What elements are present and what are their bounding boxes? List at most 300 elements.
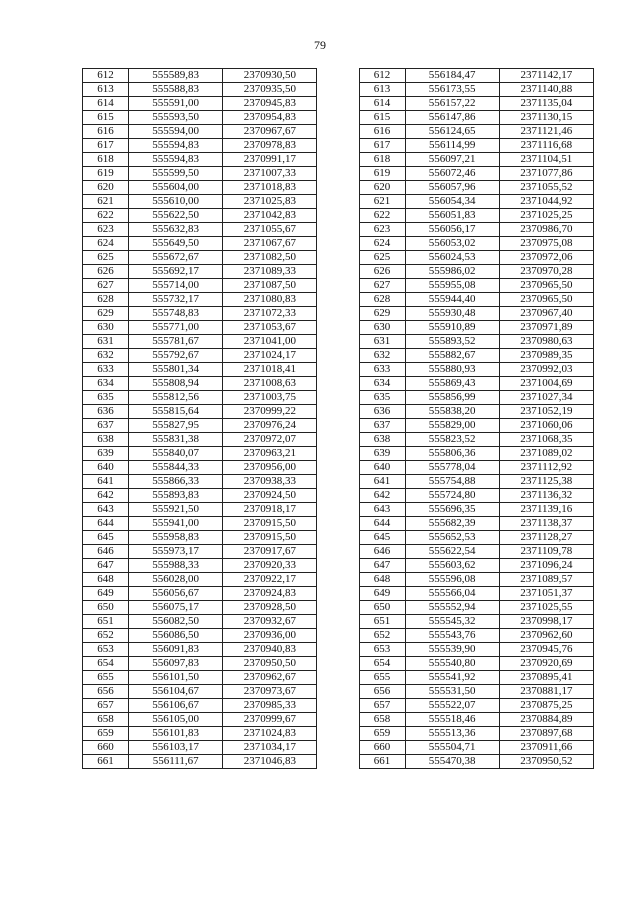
right-point-number-cell: 644 (359, 517, 405, 531)
left-x-coordinate-cell: 555921,50 (129, 503, 223, 517)
left-y-coordinate-cell: 2370917,67 (223, 545, 317, 559)
table-row (83, 461, 594, 475)
left-y-coordinate-cell: 2370978,83 (223, 139, 317, 153)
column-gap (317, 475, 359, 489)
right-y-coordinate-cell: 2370972,06 (499, 251, 593, 265)
right-x-coordinate-cell: 556024,53 (405, 251, 499, 265)
right-x-coordinate-cell: 555880,93 (405, 363, 499, 377)
left-x-coordinate-cell: 555771,00 (129, 321, 223, 335)
right-x-coordinate-cell: 555652,53 (405, 531, 499, 545)
right-y-coordinate-cell: 2370911,66 (499, 741, 593, 755)
right-x-coordinate-cell: 555539,90 (405, 643, 499, 657)
table-row (83, 111, 594, 125)
right-point-number-cell: 618 (359, 153, 405, 167)
left-y-coordinate-cell: 2370950,50 (223, 657, 317, 671)
left-x-coordinate-cell: 555781,67 (129, 335, 223, 349)
table-row (83, 587, 594, 601)
right-point-number-cell: 620 (359, 181, 405, 195)
right-x-coordinate-cell: 555986,02 (405, 265, 499, 279)
column-gap (317, 517, 359, 531)
right-point-number-cell: 650 (359, 601, 405, 615)
left-y-coordinate-cell: 2370963,21 (223, 447, 317, 461)
left-point-number-cell: 658 (83, 713, 129, 727)
left-point-number-cell: 624 (83, 237, 129, 251)
left-y-coordinate-cell: 2371018,83 (223, 181, 317, 195)
left-x-coordinate-cell: 555714,00 (129, 279, 223, 293)
left-point-number-cell: 636 (83, 405, 129, 419)
right-point-number-cell: 629 (359, 307, 405, 321)
left-y-coordinate-cell: 2370999,22 (223, 405, 317, 419)
right-x-coordinate-cell: 555552,94 (405, 601, 499, 615)
right-point-number-cell: 626 (359, 265, 405, 279)
right-y-coordinate-cell: 2371025,25 (499, 209, 593, 223)
left-x-coordinate-cell: 555941,00 (129, 517, 223, 531)
left-y-coordinate-cell: 2371042,83 (223, 209, 317, 223)
right-x-coordinate-cell: 555930,48 (405, 307, 499, 321)
left-point-number-cell: 612 (83, 69, 129, 83)
left-y-coordinate-cell: 2370999,67 (223, 713, 317, 727)
right-y-coordinate-cell: 2371096,24 (499, 559, 593, 573)
left-y-coordinate-cell: 2370962,67 (223, 671, 317, 685)
right-point-number-cell: 647 (359, 559, 405, 573)
column-gap (317, 195, 359, 209)
right-x-coordinate-cell: 555545,32 (405, 615, 499, 629)
column-gap (317, 307, 359, 321)
column-gap (317, 111, 359, 125)
column-gap (317, 209, 359, 223)
column-gap (317, 685, 359, 699)
left-point-number-cell: 627 (83, 279, 129, 293)
right-y-coordinate-cell: 2370989,35 (499, 349, 593, 363)
right-x-coordinate-cell: 555754,88 (405, 475, 499, 489)
table-row (83, 531, 594, 545)
left-y-coordinate-cell: 2371046,83 (223, 755, 317, 769)
left-point-number-cell: 625 (83, 251, 129, 265)
table-row (83, 419, 594, 433)
left-y-coordinate-cell: 2371007,33 (223, 167, 317, 181)
table-row (83, 713, 594, 727)
right-x-coordinate-cell: 555823,52 (405, 433, 499, 447)
left-y-coordinate-cell: 2371003,75 (223, 391, 317, 405)
column-gap (317, 363, 359, 377)
right-x-coordinate-cell: 556157,22 (405, 97, 499, 111)
right-x-coordinate-cell: 555910,89 (405, 321, 499, 335)
left-x-coordinate-cell: 555988,33 (129, 559, 223, 573)
column-gap (317, 615, 359, 629)
right-point-number-cell: 640 (359, 461, 405, 475)
right-y-coordinate-cell: 2370881,17 (499, 685, 593, 699)
left-y-coordinate-cell: 2371087,50 (223, 279, 317, 293)
column-gap (317, 727, 359, 741)
right-x-coordinate-cell: 556057,96 (405, 181, 499, 195)
right-x-coordinate-cell: 556053,02 (405, 237, 499, 251)
table-row (83, 503, 594, 517)
left-y-coordinate-cell: 2371053,67 (223, 321, 317, 335)
column-gap (317, 559, 359, 573)
right-y-coordinate-cell: 2370950,52 (499, 755, 593, 769)
right-point-number-cell: 641 (359, 475, 405, 489)
column-gap (317, 461, 359, 475)
column-gap (317, 657, 359, 671)
left-x-coordinate-cell: 556106,67 (129, 699, 223, 713)
right-point-number-cell: 649 (359, 587, 405, 601)
right-point-number-cell: 619 (359, 167, 405, 181)
column-gap (317, 293, 359, 307)
table-row (83, 251, 594, 265)
right-point-number-cell: 635 (359, 391, 405, 405)
table-row (83, 125, 594, 139)
column-gap (317, 279, 359, 293)
right-y-coordinate-cell: 2370975,08 (499, 237, 593, 251)
right-point-number-cell: 623 (359, 223, 405, 237)
left-x-coordinate-cell: 555672,67 (129, 251, 223, 265)
left-point-number-cell: 622 (83, 209, 129, 223)
right-x-coordinate-cell: 556173,55 (405, 83, 499, 97)
left-x-coordinate-cell: 555732,17 (129, 293, 223, 307)
left-point-number-cell: 619 (83, 167, 129, 181)
right-point-number-cell: 616 (359, 125, 405, 139)
left-point-number-cell: 640 (83, 461, 129, 475)
left-point-number-cell: 633 (83, 363, 129, 377)
right-x-coordinate-cell: 556056,17 (405, 223, 499, 237)
left-y-coordinate-cell: 2370954,83 (223, 111, 317, 125)
column-gap (317, 671, 359, 685)
left-x-coordinate-cell: 555594,83 (129, 153, 223, 167)
left-x-coordinate-cell: 555801,34 (129, 363, 223, 377)
column-gap (317, 251, 359, 265)
left-x-coordinate-cell: 555893,83 (129, 489, 223, 503)
right-x-coordinate-cell: 555566,04 (405, 587, 499, 601)
left-y-coordinate-cell: 2370972,07 (223, 433, 317, 447)
right-point-number-cell: 659 (359, 727, 405, 741)
right-x-coordinate-cell: 555504,71 (405, 741, 499, 755)
left-x-coordinate-cell: 556086,50 (129, 629, 223, 643)
left-x-coordinate-cell: 555815,64 (129, 405, 223, 419)
left-point-number-cell: 659 (83, 727, 129, 741)
right-point-number-cell: 658 (359, 713, 405, 727)
table-row (83, 475, 594, 489)
right-y-coordinate-cell: 2371068,35 (499, 433, 593, 447)
column-gap (317, 181, 359, 195)
left-y-coordinate-cell: 2371089,33 (223, 265, 317, 279)
right-point-number-cell: 617 (359, 139, 405, 153)
right-point-number-cell: 637 (359, 419, 405, 433)
table-row (83, 167, 594, 181)
left-y-coordinate-cell: 2371055,67 (223, 223, 317, 237)
column-gap (317, 419, 359, 433)
column-gap (317, 601, 359, 615)
left-point-number-cell: 649 (83, 587, 129, 601)
right-point-number-cell: 654 (359, 657, 405, 671)
left-point-number-cell: 651 (83, 615, 129, 629)
right-x-coordinate-cell: 555838,20 (405, 405, 499, 419)
table-row (83, 153, 594, 167)
left-x-coordinate-cell: 556091,83 (129, 643, 223, 657)
left-x-coordinate-cell: 556028,00 (129, 573, 223, 587)
right-y-coordinate-cell: 2371136,32 (499, 489, 593, 503)
left-x-coordinate-cell: 556101,83 (129, 727, 223, 741)
right-y-coordinate-cell: 2371138,37 (499, 517, 593, 531)
left-y-coordinate-cell: 2371034,17 (223, 741, 317, 755)
right-y-coordinate-cell: 2371116,68 (499, 139, 593, 153)
left-point-number-cell: 623 (83, 223, 129, 237)
table-row (83, 377, 594, 391)
column-gap (317, 699, 359, 713)
left-y-coordinate-cell: 2370985,33 (223, 699, 317, 713)
table-row (83, 195, 594, 209)
left-x-coordinate-cell: 555808,94 (129, 377, 223, 391)
left-point-number-cell: 657 (83, 699, 129, 713)
left-x-coordinate-cell: 555588,83 (129, 83, 223, 97)
left-point-number-cell: 655 (83, 671, 129, 685)
table-row (83, 279, 594, 293)
left-y-coordinate-cell: 2371025,83 (223, 195, 317, 209)
left-y-coordinate-cell: 2371024,83 (223, 727, 317, 741)
column-gap (317, 629, 359, 643)
left-x-coordinate-cell: 555840,07 (129, 447, 223, 461)
left-y-coordinate-cell: 2370930,50 (223, 69, 317, 83)
right-x-coordinate-cell: 555518,46 (405, 713, 499, 727)
table-row (83, 69, 594, 83)
left-x-coordinate-cell: 555594,83 (129, 139, 223, 153)
table-row (83, 209, 594, 223)
table-row (83, 349, 594, 363)
left-x-coordinate-cell: 555594,00 (129, 125, 223, 139)
right-y-coordinate-cell: 2370897,68 (499, 727, 593, 741)
left-point-number-cell: 646 (83, 545, 129, 559)
left-point-number-cell: 614 (83, 97, 129, 111)
right-point-number-cell: 656 (359, 685, 405, 699)
left-point-number-cell: 648 (83, 573, 129, 587)
right-point-number-cell: 614 (359, 97, 405, 111)
right-point-number-cell: 624 (359, 237, 405, 251)
left-x-coordinate-cell: 555622,50 (129, 209, 223, 223)
left-x-coordinate-cell: 555591,00 (129, 97, 223, 111)
right-y-coordinate-cell: 2371060,06 (499, 419, 593, 433)
right-point-number-cell: 638 (359, 433, 405, 447)
left-y-coordinate-cell: 2370935,50 (223, 83, 317, 97)
right-y-coordinate-cell: 2371112,92 (499, 461, 593, 475)
right-y-coordinate-cell: 2370945,76 (499, 643, 593, 657)
left-point-number-cell: 654 (83, 657, 129, 671)
left-y-coordinate-cell: 2370945,83 (223, 97, 317, 111)
right-y-coordinate-cell: 2370998,17 (499, 615, 593, 629)
left-point-number-cell: 634 (83, 377, 129, 391)
right-point-number-cell: 634 (359, 377, 405, 391)
right-point-number-cell: 632 (359, 349, 405, 363)
right-y-coordinate-cell: 2371089,02 (499, 447, 593, 461)
right-point-number-cell: 648 (359, 573, 405, 587)
table-row (83, 391, 594, 405)
table-row (83, 699, 594, 713)
right-point-number-cell: 651 (359, 615, 405, 629)
left-x-coordinate-cell: 555973,17 (129, 545, 223, 559)
right-y-coordinate-cell: 2370986,70 (499, 223, 593, 237)
table-row (83, 181, 594, 195)
right-y-coordinate-cell: 2370965,50 (499, 293, 593, 307)
right-point-number-cell: 639 (359, 447, 405, 461)
right-x-coordinate-cell: 555856,99 (405, 391, 499, 405)
right-y-coordinate-cell: 2371044,92 (499, 195, 593, 209)
right-y-coordinate-cell: 2370970,28 (499, 265, 593, 279)
left-y-coordinate-cell: 2370924,83 (223, 587, 317, 601)
left-x-coordinate-cell: 556056,67 (129, 587, 223, 601)
right-y-coordinate-cell: 2371004,69 (499, 377, 593, 391)
left-point-number-cell: 637 (83, 419, 129, 433)
right-point-number-cell: 628 (359, 293, 405, 307)
table-row (83, 727, 594, 741)
column-gap (317, 69, 359, 83)
column-gap (317, 545, 359, 559)
right-y-coordinate-cell: 2371135,04 (499, 97, 593, 111)
right-x-coordinate-cell: 555944,40 (405, 293, 499, 307)
left-y-coordinate-cell: 2371041,00 (223, 335, 317, 349)
table-row (83, 657, 594, 671)
right-x-coordinate-cell: 555543,76 (405, 629, 499, 643)
left-point-number-cell: 638 (83, 433, 129, 447)
right-x-coordinate-cell: 556124,65 (405, 125, 499, 139)
left-y-coordinate-cell: 2370915,50 (223, 531, 317, 545)
column-gap (317, 167, 359, 181)
left-x-coordinate-cell: 555812,56 (129, 391, 223, 405)
right-y-coordinate-cell: 2370967,40 (499, 307, 593, 321)
right-x-coordinate-cell: 555869,43 (405, 377, 499, 391)
right-y-coordinate-cell: 2371140,88 (499, 83, 593, 97)
table-row (83, 433, 594, 447)
left-x-coordinate-cell: 555649,50 (129, 237, 223, 251)
left-point-number-cell: 639 (83, 447, 129, 461)
column-gap (317, 741, 359, 755)
right-point-number-cell: 636 (359, 405, 405, 419)
left-point-number-cell: 643 (83, 503, 129, 517)
column-gap (317, 97, 359, 111)
table-row (83, 615, 594, 629)
column-gap (317, 405, 359, 419)
right-y-coordinate-cell: 2371109,78 (499, 545, 593, 559)
left-point-number-cell: 618 (83, 153, 129, 167)
right-point-number-cell: 642 (359, 489, 405, 503)
right-y-coordinate-cell: 2370895,41 (499, 671, 593, 685)
right-x-coordinate-cell: 555893,52 (405, 335, 499, 349)
right-y-coordinate-cell: 2370884,89 (499, 713, 593, 727)
right-point-number-cell: 660 (359, 741, 405, 755)
right-x-coordinate-cell: 555778,04 (405, 461, 499, 475)
left-x-coordinate-cell: 555748,83 (129, 307, 223, 321)
right-point-number-cell: 646 (359, 545, 405, 559)
table-row (83, 671, 594, 685)
coordinates-table (82, 68, 594, 769)
left-point-number-cell: 653 (83, 643, 129, 657)
left-y-coordinate-cell: 2370932,67 (223, 615, 317, 629)
left-y-coordinate-cell: 2370956,00 (223, 461, 317, 475)
right-y-coordinate-cell: 2370875,25 (499, 699, 593, 713)
right-x-coordinate-cell: 555724,80 (405, 489, 499, 503)
right-point-number-cell: 655 (359, 671, 405, 685)
left-x-coordinate-cell: 556082,50 (129, 615, 223, 629)
right-y-coordinate-cell: 2371128,27 (499, 531, 593, 545)
column-gap (317, 531, 359, 545)
right-x-coordinate-cell: 555603,62 (405, 559, 499, 573)
left-x-coordinate-cell: 556101,50 (129, 671, 223, 685)
left-point-number-cell: 641 (83, 475, 129, 489)
table-row (83, 755, 594, 769)
right-y-coordinate-cell: 2371077,86 (499, 167, 593, 181)
right-point-number-cell: 625 (359, 251, 405, 265)
table-row (83, 97, 594, 111)
left-x-coordinate-cell: 556097,83 (129, 657, 223, 671)
left-point-number-cell: 621 (83, 195, 129, 209)
left-x-coordinate-cell: 555792,67 (129, 349, 223, 363)
right-y-coordinate-cell: 2370965,50 (499, 279, 593, 293)
table-row (83, 573, 594, 587)
left-x-coordinate-cell: 555958,83 (129, 531, 223, 545)
right-y-coordinate-cell: 2370980,63 (499, 335, 593, 349)
column-gap (317, 643, 359, 657)
left-x-coordinate-cell: 555589,83 (129, 69, 223, 83)
right-y-coordinate-cell: 2371089,57 (499, 573, 593, 587)
right-x-coordinate-cell: 556054,34 (405, 195, 499, 209)
right-x-coordinate-cell: 555470,38 (405, 755, 499, 769)
right-x-coordinate-cell: 555513,36 (405, 727, 499, 741)
right-y-coordinate-cell: 2371027,34 (499, 391, 593, 405)
left-x-coordinate-cell: 555831,38 (129, 433, 223, 447)
right-y-coordinate-cell: 2370962,60 (499, 629, 593, 643)
right-x-coordinate-cell: 556051,83 (405, 209, 499, 223)
table-row (83, 139, 594, 153)
column-gap (317, 335, 359, 349)
right-point-number-cell: 652 (359, 629, 405, 643)
right-x-coordinate-cell: 555806,36 (405, 447, 499, 461)
table-row (83, 741, 594, 755)
right-x-coordinate-cell: 555531,50 (405, 685, 499, 699)
left-point-number-cell: 630 (83, 321, 129, 335)
left-y-coordinate-cell: 2370940,83 (223, 643, 317, 657)
column-gap (317, 321, 359, 335)
left-y-coordinate-cell: 2370915,50 (223, 517, 317, 531)
left-y-coordinate-cell: 2371008,63 (223, 377, 317, 391)
right-y-coordinate-cell: 2371104,51 (499, 153, 593, 167)
right-point-number-cell: 630 (359, 321, 405, 335)
column-gap (317, 713, 359, 727)
table-row (83, 265, 594, 279)
left-point-number-cell: 644 (83, 517, 129, 531)
left-point-number-cell: 660 (83, 741, 129, 755)
right-x-coordinate-cell: 556184,47 (405, 69, 499, 83)
left-x-coordinate-cell: 555692,17 (129, 265, 223, 279)
left-y-coordinate-cell: 2370938,33 (223, 475, 317, 489)
left-x-coordinate-cell: 555599,50 (129, 167, 223, 181)
right-y-coordinate-cell: 2371125,38 (499, 475, 593, 489)
table-row (83, 223, 594, 237)
right-point-number-cell: 621 (359, 195, 405, 209)
left-x-coordinate-cell: 556104,67 (129, 685, 223, 699)
table-row (83, 405, 594, 419)
right-point-number-cell: 645 (359, 531, 405, 545)
left-y-coordinate-cell: 2370924,50 (223, 489, 317, 503)
right-x-coordinate-cell: 555522,07 (405, 699, 499, 713)
table-row (83, 307, 594, 321)
left-point-number-cell: 645 (83, 531, 129, 545)
column-gap (317, 755, 359, 769)
right-y-coordinate-cell: 2371130,15 (499, 111, 593, 125)
table-row (83, 363, 594, 377)
table-row (83, 601, 594, 615)
left-point-number-cell: 613 (83, 83, 129, 97)
right-x-coordinate-cell: 555596,08 (405, 573, 499, 587)
left-point-number-cell: 631 (83, 335, 129, 349)
column-gap (317, 503, 359, 517)
left-y-coordinate-cell: 2370936,00 (223, 629, 317, 643)
